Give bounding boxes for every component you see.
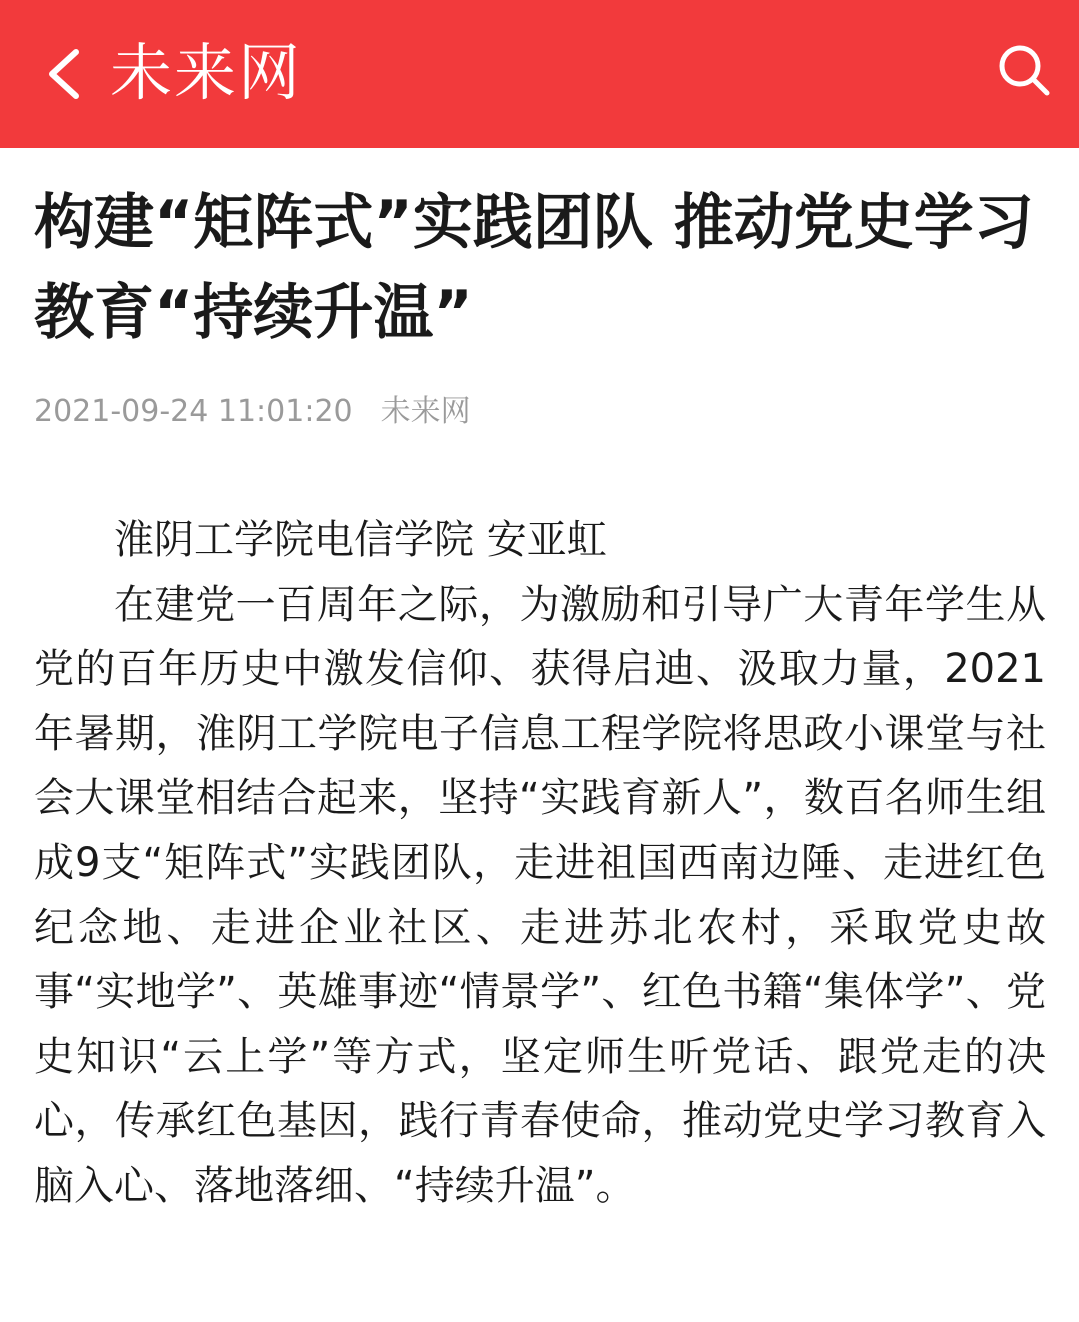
article-body xyxy=(34,508,1046,1219)
author-line: 淮阴工学院电信学院 安亚虹 xyxy=(114,517,607,563)
search-icon xyxy=(996,42,1052,98)
publish-datetime: 2021-09-24 11:01:20 xyxy=(34,394,353,429)
top-navigation-bar xyxy=(0,0,1079,148)
article-title: 构建“矩阵式”实践团队 推动党史学习教育“持续升温” xyxy=(34,188,1034,348)
article-paragraph: 在建党一百周年之际，为激励和引导广大青年学生从党的百年历史中激发信仰、获得启迪、汲取力量，2021年暑期，淮阴工学院电子信息工程学院将思政小课堂与社会大课堂相结合起来，坚持“实践育新人”，数百名师生组成9支“矩阵式”实践团队，走进祖国西南边陲、走进红色纪念地、走进企业社区、走进苏北农村，采取党史故事“实地学”、英雄事迹“情景学”、红色书籍“集体学”、党史知识“云上学”等方式，坚定师生听党话、跟党走的决心，传承红色基因，践行青春使命，推动党史学习教育入脑入心、落地落细、“持续升温”。 xyxy=(34,581,1046,1209)
article-meta xyxy=(34,392,471,432)
article-source: 未来网 xyxy=(380,394,471,429)
search-button[interactable] xyxy=(996,42,1052,98)
chevron-left-icon xyxy=(40,46,90,102)
back-button[interactable] xyxy=(40,46,90,102)
site-title: 未来网 xyxy=(110,36,303,109)
